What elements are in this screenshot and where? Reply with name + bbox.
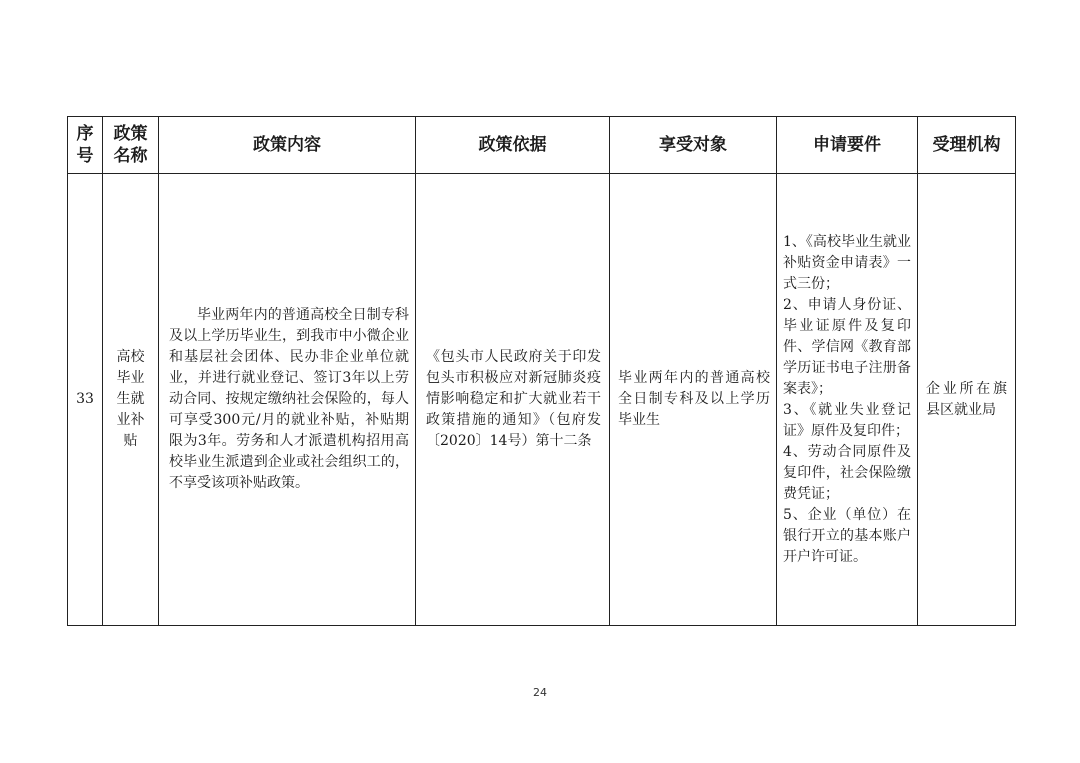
requirement-item: 4、劳动合同原件及复印件，社会保险缴费凭证；: [783, 443, 911, 502]
cell-policy-content: 毕业两年内的普通高校全日制专科及以上学历毕业生，到我市中小微企业和基层社会团体、民办非企业单位就业，并进行就业登记、签订3年以上劳动合同、按规定缴纳社会保险的，每人可享受300元/月的就业补贴，补贴期限为3年。劳务和人才派遣机构招用高校毕业生派遣到企业或社会组织工的，不享受该项补贴政策。: [159, 174, 416, 626]
policy-table: [67, 116, 1016, 626]
header-seq: 序号: [68, 117, 103, 174]
cell-policy-name: 高校毕业生就业补贴: [103, 174, 159, 626]
requirement-item: 1、《高校毕业生就业补贴资金申请表》一式三份；: [783, 233, 911, 292]
cell-agency: 企业所在旗县区就业局: [918, 174, 1016, 626]
header-target: 享受对象: [610, 117, 777, 174]
requirement-item: 2、申请人身份证、毕业证原件及复印件、学信网《教育部学历证书电子注册备案表》；: [783, 296, 911, 397]
cell-requirements: [777, 174, 918, 626]
header-policy-content: 政策内容: [159, 117, 416, 174]
header-policy-basis: 政策依据: [416, 117, 610, 174]
cell-policy-basis: 《包头市人民政府关于印发包头市积极应对新冠肺炎疫情影响稳定和扩大就业若干政策措施的通知》（包府发〔2020〕14号）第十二条: [416, 174, 610, 626]
cell-target: 毕业两年内的普通高校全日制专科及以上学历毕业生: [610, 174, 777, 626]
requirement-item: 3、《就业失业登记证》原件及复印件；: [783, 401, 911, 439]
page-number: 24: [533, 686, 547, 699]
table-row: [68, 174, 1016, 626]
cell-seq: 33: [68, 174, 103, 626]
header-policy-name: 政策名称: [103, 117, 159, 174]
header-requirements: 申请要件: [777, 117, 918, 174]
table-header-row: [68, 117, 1016, 174]
header-agency: 受理机构: [918, 117, 1016, 174]
requirement-item: 5、企业（单位）在银行开立的基本账户开户许可证。: [783, 506, 911, 565]
